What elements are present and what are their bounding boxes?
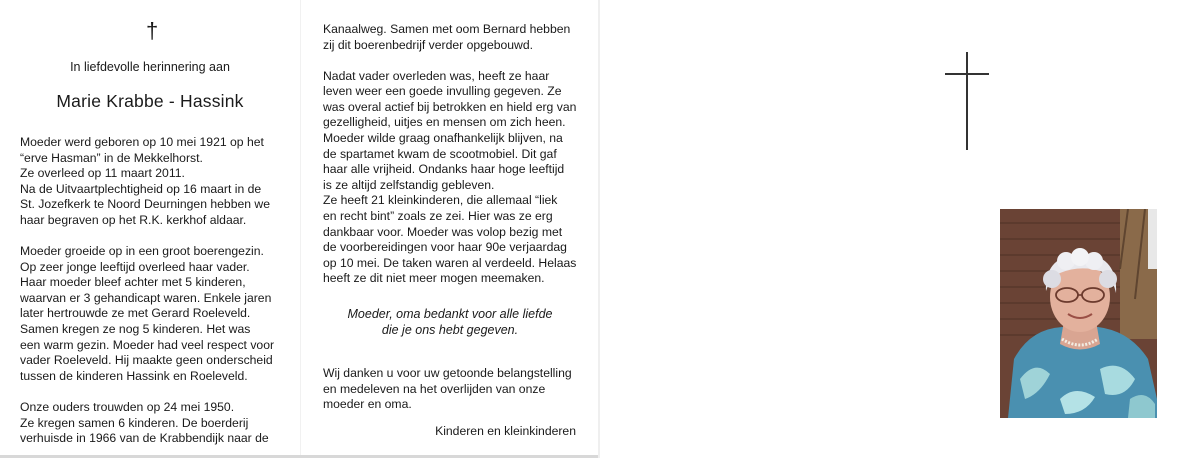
card-right-edge — [598, 0, 600, 458]
deceased-name: Marie Krabbe - Hassink — [56, 91, 244, 111]
cross-icon: † — [146, 18, 159, 43]
card-bottom-edge — [0, 455, 600, 458]
signature: Kinderen en kleinkinderen — [435, 424, 576, 438]
memorial-card-inside — [0, 0, 600, 458]
portrait-photo — [1000, 209, 1157, 418]
paragraph-farm: Kanaalweg. Samen met oom Bernard hebben zij dit boerenbedrijf verder opgebouwd. — [323, 22, 571, 52]
farewell-quote: Moeder, oma bedankt voor alle liefde die je ons hebt gegeven. — [347, 307, 553, 337]
paragraph-marriage: Onze ouders trouwden op 24 mei 1950. Ze kregen samen 6 kinderen. De boerderij verhuisde in 1966 van de Krabbendijk naar de — [20, 399, 269, 446]
right-column-text — [323, 22, 579, 287]
left-column-text — [20, 135, 284, 447]
intro-line: In liefdevolle herinnering aan — [70, 60, 230, 74]
paragraph-birth-death: Moeder werd geboren op 10 mei 1921 op het “erve Hasman” in de Mekkelhorst. Ze overleed op 11 maart 2011. Na de Uitvaartplechtigheid op 16 maart in de St. Jozefkerk te Noord Deurningen hebben we haar begraven op het R.K. kerkhof aldaar. — [20, 135, 270, 227]
portrait-illustration — [1000, 209, 1157, 418]
thanks-paragraph: Wij danken u voor uw getoonde belangstelling en medeleven na het overlijden van onze moeder en oma. — [323, 366, 572, 412]
paragraph-later-life: Nadat vader overleden was, heeft ze haar leven weer een goede invulling gegeven. Ze was overal actief bij betrokken en hield erg van gezelligheid, uitjes en mensen om zich heen. Moeder wilde graag onafhankelijk blijven, na de spartamet kwam de scootmobiel. Dit gaf haar alle vrijheid. Ondanks haar hoge leeftijd is ze altijd zelfstandig gebleven. Ze heeft 21 kleinkinderen, die allemaal “liek en recht bint” zoals ze zei. Hier was ze erg dankbaar voor. Moeder was volop bezig met de voorbereidingen voor haar 90e verjaardag op 10 mei. De taken waren al verdeeld. Helaas heeft ze dit niet meer mogen meemaken. — [323, 68, 577, 286]
paragraph-childhood: Moeder groeide op in een groot boerengezin. Op zeer jonge leeftijd overleed haar vader. Haar moeder bleef achter met 5 kinderen, waarvan er 3 gehandicapt waren. Enkele jaren later hertrouwde ze met Gerard Roeleveld. Samen kregen ze nog 5 kinderen. Het was een warm gezin. Moeder had veel respect voor vader Roeleveld. Hij maakte geen onderscheid tussen de kinderen Hassink en Roeleveld. — [20, 244, 275, 383]
card-fold-line — [300, 0, 301, 458]
latin-cross-icon — [945, 52, 989, 150]
